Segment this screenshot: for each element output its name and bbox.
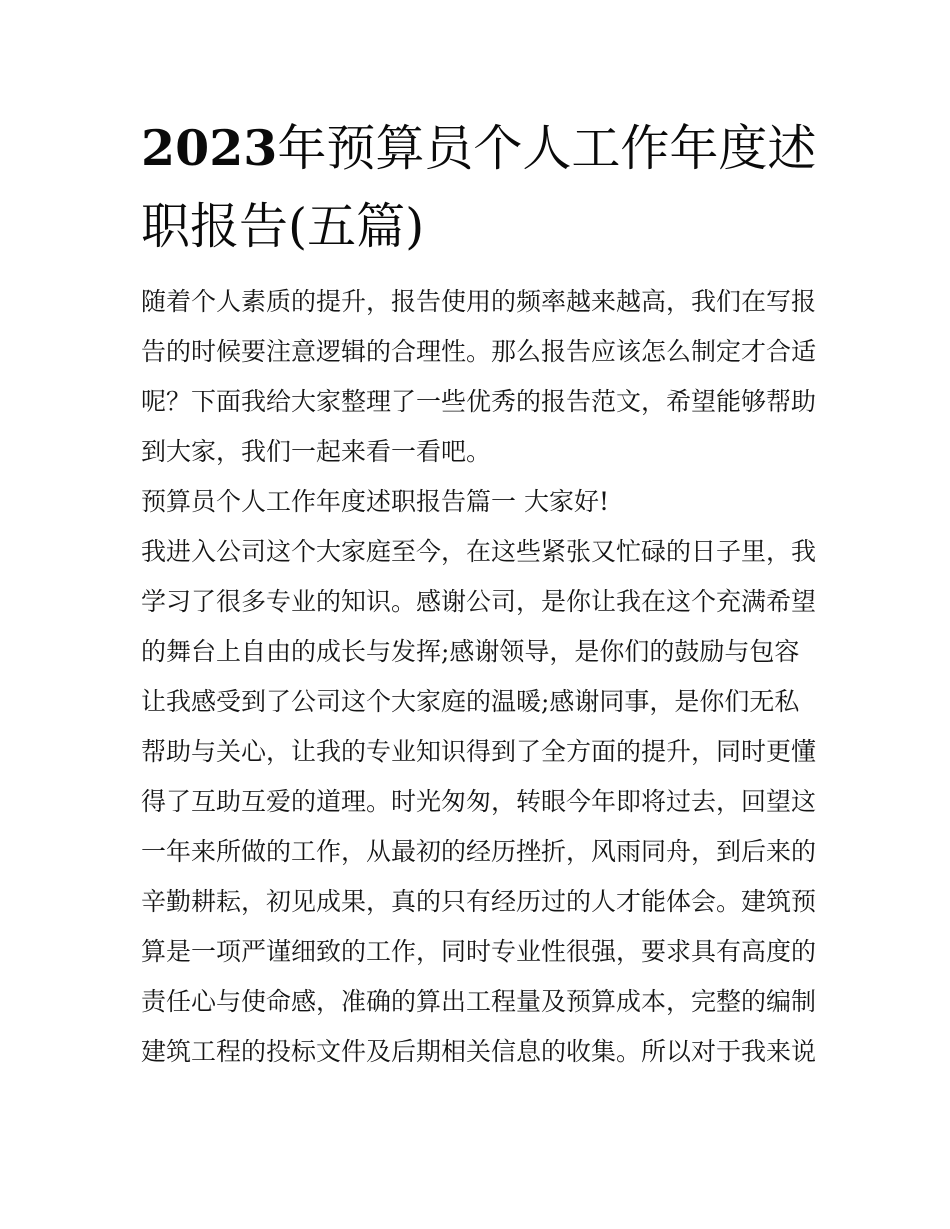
body-line: 呢？下面我给大家整理了一些优秀的报告范文，希望能够帮助 [141,387,817,416]
body-line: 我进入公司这个大家庭至今，在这些紧张又忙碌的日子里，我 [141,537,817,566]
body-line: 建筑工程的投标文件及后期相关信息的收集。所以对于我来说 [141,1037,817,1066]
body-line: 得了互助互爱的道理。时光匆匆，转眼今年即将过去，回望这 [141,787,817,816]
body-line: 辛勤耕耘，初见成果，真的只有经历过的人才能体会。建筑预 [141,887,817,916]
body-line: 学习了很多专业的知识。感谢公司，是你让我在这个充满希望 [141,587,817,616]
body-line: 帮助与关心，让我的专业知识得到了全方面的提升，同时更懂 [141,737,817,766]
document-title-line-1 [141,118,816,178]
body-line: 让我感受到了公司这个大家庭的温暖;感谢同事，是你们无私 [141,687,800,716]
title-text: 年预算员个人工作年度述 [277,120,817,177]
document-title-line-2: 职报告(五篇) [141,198,425,255]
title-year: 2023 [141,119,278,177]
body-line: 告的时候要注意逻辑的合理性。那么报告应该怎么制定才合适 [141,337,817,366]
body-line: 随着个人素质的提升，报告使用的频率越来越高，我们在写报 [141,287,817,316]
body-line: 算是一项严谨细致的工作，同时专业性很强，要求具有高度的 [141,937,817,966]
body-line: 到大家，我们一起来看一看吧。 [141,437,492,466]
body-line: 责任心与使命感，准确的算出工程量及预算成本，完整的编制 [141,987,817,1016]
section-heading-line: 预算员个人工作年度述职报告篇一 大家好! [141,487,609,516]
body-line: 一年来所做的工作，从最初的经历挫折，风雨同舟，到后来的 [141,837,817,866]
body-line: 的舞台上自由的成长与发挥;感谢领导，是你们的鼓励与包容 [141,637,800,666]
